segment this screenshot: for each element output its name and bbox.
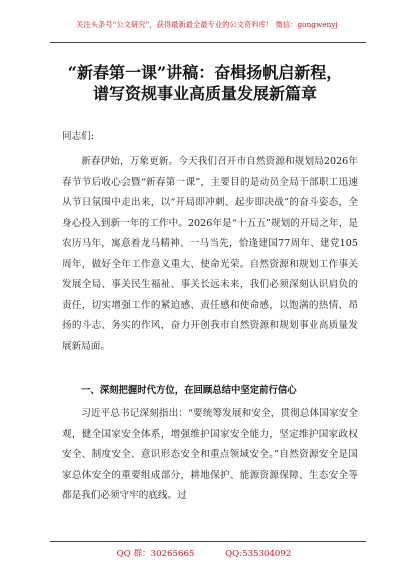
header-divider bbox=[50, 42, 366, 43]
body-paragraph-1: 新春伊始，万象更新。今天我们召开市自然资源和规划局2026年春节节后收心会暨“新春第一课”，主要目的是动员全局干部职工迅速从节日氛围中走出来，以“开局即冲刺、起步即决战”的奋斗姿态，全身心投入到新一年的工作中。2026年是“十五五”规划的开局之年，是农历马年，寓意着龙马精神、一马当先，恰逢建国77周年、建党105周年，做好全年工作意义重大、使命光荣。自然资源和规划工作事关发展全局、事关民生福祉、事关长远未来，我们必须深刻认识肩负的责任，切实增强工作的紧迫感、责任感和使命感，以饱满的热情、昂扬的斗志、务实的作风，奋力开创我市自然资源和规划事业高质量发展新局面。 bbox=[62, 156, 358, 352]
section-heading-1: 一、深刻把握时代方位，在回顾总结中坚定前行信心 bbox=[81, 385, 297, 396]
footer-qq-contact: QQ:535304092 bbox=[225, 549, 292, 559]
document-title-line-1: “新春第一课”讲稿：奋楫扬帆启新程， bbox=[67, 63, 343, 82]
greeting: 同志们: bbox=[62, 131, 95, 142]
body-paragraph-2: 习近平总书记深刻指出：“要统筹发展和安全，贯彻总体国家安全观，健全国家安全体系，增强维护国家安全能力，坚定维护国家政权安全、制度安全、意识形态安全和重点领域安全。”自然资源安全是国家总体安全的重要组成部分，耕地保护、能源资源保障、生态安全等都是我们必须守牢的底线。过 bbox=[62, 408, 358, 501]
header-banner: 关注头条号“公文研究”，获得最新最全最专业的公文资料库！ 微信：gongwenyj bbox=[76, 20, 338, 29]
document-title-line-2: 谱写资规事业高质量发展新篇章 bbox=[92, 84, 317, 103]
footer-divider bbox=[50, 541, 366, 542]
footer-qq-group: QQ 群：30265665 bbox=[116, 549, 195, 559]
footer bbox=[0, 547, 408, 559]
